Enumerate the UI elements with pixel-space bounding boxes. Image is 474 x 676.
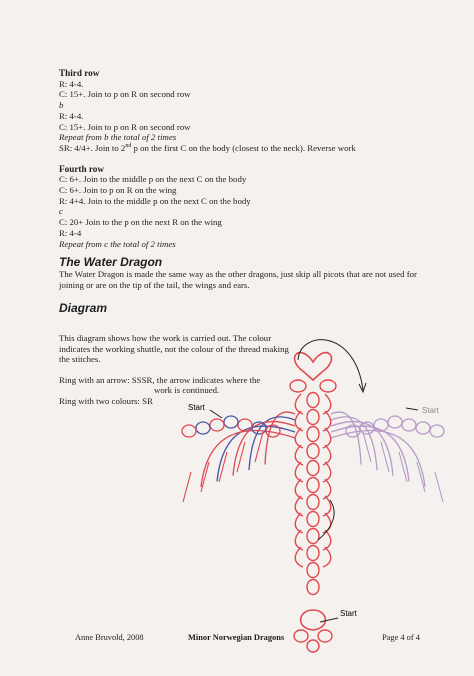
body-chain — [295, 394, 303, 414]
body-ring — [307, 563, 319, 578]
body-ring — [307, 444, 319, 459]
wing-chain — [201, 431, 295, 487]
footer-author: Anne Bruvold, 2008 — [75, 633, 144, 642]
continue-arrow-head — [298, 340, 363, 390]
body-chain — [323, 394, 331, 414]
fourth-row-line: R: 4-4 — [59, 227, 82, 238]
wing-ring — [388, 416, 402, 428]
head-ring — [295, 353, 332, 380]
body-ring — [307, 461, 319, 476]
third-row-line: C: 15+. Join to p on R on second row — [59, 121, 191, 132]
water-dragon-text: The Water Dragon is made the same way as the other dragons, just skip all picots that are not used for joining or are on the tip of the tail, the wings and ears. — [59, 269, 417, 290]
start-arrow-bottom — [320, 618, 338, 622]
sr-text-start: SR: 4/4+. Join to 2 — [59, 142, 126, 153]
wing-rib — [381, 442, 389, 472]
tail-ring — [294, 630, 308, 642]
third-row-line: Repeat from b the total of 2 times — [59, 132, 177, 143]
dragon-body — [290, 353, 336, 652]
footer-title: Minor Norwegian Dragons — [188, 633, 285, 642]
third-row-sr-line — [59, 143, 439, 154]
start-label-bottom: Start — [340, 609, 357, 618]
ear-ring-right — [320, 380, 336, 392]
start-arrow-left — [210, 410, 222, 418]
ear-ring-left — [290, 380, 306, 392]
right-wing — [331, 412, 444, 502]
sr-text-end: p on the first C on the body (closest to the neck). Reverse work — [131, 142, 356, 153]
body-ring — [307, 410, 319, 425]
body-ring — [307, 393, 319, 408]
body-ring — [307, 529, 319, 544]
diagram-title: Diagram — [59, 301, 108, 316]
tail-ring — [318, 630, 332, 642]
wing-ring — [224, 416, 238, 428]
wing-rib — [237, 442, 245, 472]
fourth-row-line: R: 4+4. Join to the middle p on the next C on the body — [59, 195, 251, 206]
wing-ring — [402, 419, 416, 431]
fourth-row-heading: Fourth row — [59, 163, 104, 174]
footer-page-number: Page 4 of 4 — [382, 633, 420, 642]
body-ring — [307, 512, 319, 527]
wing-rib — [183, 472, 191, 502]
fourth-row-line: c — [59, 206, 63, 217]
fourth-row-line: C: 6+. Join to p on R on the wing — [59, 185, 177, 196]
arrow-note-line1: Ring with an arrow: SSSR, the arrow indicates where the — [59, 374, 261, 385]
third-row-lines — [59, 79, 439, 143]
third-row-heading: Third row — [59, 68, 100, 78]
diagram-text: This diagram shows how the work is carried out. The colour indicates the working shuttle, not the colour of the thread making the stitches. — [59, 333, 289, 364]
start-label-right: Start — [422, 406, 439, 415]
left-wing — [182, 412, 295, 502]
fourth-row-line: C: 6+. Join to the middle p on the next C on the body — [59, 174, 247, 185]
instructions-text — [59, 68, 439, 315]
tail-ring — [307, 640, 319, 652]
wing-ring — [430, 425, 444, 437]
wing-ring — [416, 422, 430, 434]
third-row-line: C: 15+. Join to p on R on second row — [59, 89, 191, 100]
fourth-row-line: C: 20+ Join to the p on the next R on the wing — [59, 217, 222, 228]
third-row-line: R: 4-4. — [59, 110, 84, 121]
body-ring — [307, 580, 319, 595]
body-ring — [307, 495, 319, 510]
wing-ring — [196, 422, 210, 434]
two-colours-note: Ring with two colours: SR — [59, 395, 153, 406]
fourth-row-lines — [59, 174, 439, 249]
start-label-left: Start — [188, 403, 205, 412]
fourth-row-line: Repeat from c the total of 2 times — [59, 238, 176, 249]
sr-superscript: nd — [125, 143, 132, 149]
body-ring — [307, 427, 319, 442]
body-ring — [307, 546, 319, 561]
water-dragon-title: The Water Dragon — [59, 255, 163, 270]
wing-chain — [331, 431, 425, 487]
wing-ring — [182, 425, 196, 437]
wing-rib — [435, 472, 443, 502]
third-row-line: b — [59, 100, 64, 111]
third-row-line: R: 4-4. — [59, 78, 84, 89]
dragon-diagram — [180, 330, 450, 660]
arrow-note-line2: work is continued. — [154, 385, 220, 395]
start-arrow-right — [406, 408, 418, 410]
body-ring — [307, 478, 319, 493]
continue-arrow-tail — [318, 500, 334, 540]
wing-ring — [210, 419, 224, 431]
tail-ring — [301, 610, 326, 630]
